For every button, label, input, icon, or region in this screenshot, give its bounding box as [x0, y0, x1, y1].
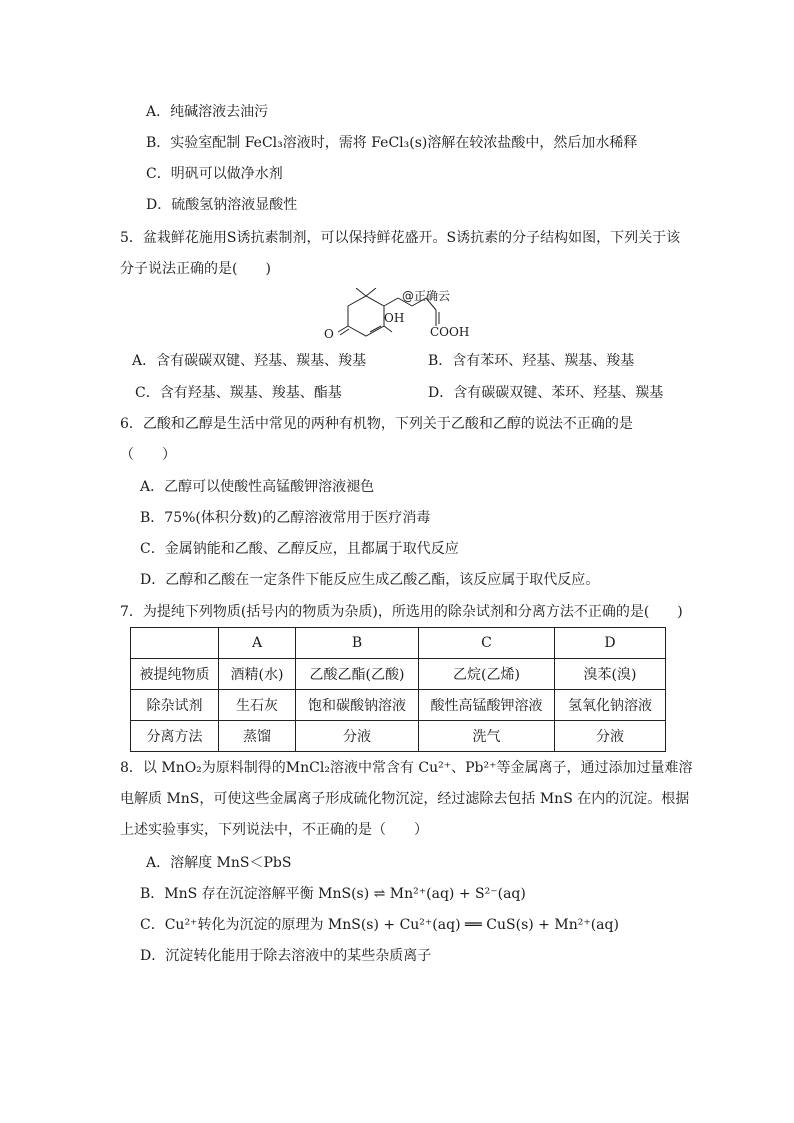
table-cell: 乙烷(乙烯)	[419, 659, 555, 690]
table-header-cell: C	[419, 628, 555, 659]
q6-option-c: C．金属钠能和乙酸、乙醇反应，且都属于取代反应	[140, 541, 459, 557]
q8-option-a: A．溶解度 MnS＜PbS	[146, 855, 292, 871]
table-cell: 被提纯物质	[131, 659, 219, 690]
q8-option-b: B．MnS 存在沉淀溶解平衡 MnS(s) ⇌ Mn²⁺(aq) + S²⁻(aq)	[140, 886, 526, 902]
table-cell: 分离方法	[131, 721, 219, 752]
table-cell: 蒸馏	[219, 721, 296, 752]
table-header-cell: D	[555, 628, 666, 659]
q8-stem-line1: 8．以 MnO₂为原料制得的MnCl₂溶液中常含有 Cu²⁺、Pb²⁺等金属离子，通过添加过量难溶	[120, 760, 693, 776]
table-cell: 分液	[555, 721, 666, 752]
q5-option-c: C．含有羟基、羰基、羧基、酯基	[135, 385, 342, 401]
table-cell: 分液	[296, 721, 419, 752]
table-cell: 酸性高锰酸钾溶液	[419, 690, 555, 721]
table-cell: 洗气	[419, 721, 555, 752]
table-header-row	[131, 628, 666, 659]
table-cell: 乙酸乙酯(乙酸)	[296, 659, 419, 690]
q5-option-b: B．含有苯环、羟基、羰基、羧基	[428, 353, 635, 369]
table-cell: 除杂试剂	[131, 690, 219, 721]
q7-stem: 7．为提纯下列物质(括号内的物质为杂质)，所选用的除杂试剂和分离方法不正确的是( )	[120, 604, 683, 620]
q6-option-d: D．乙醇和乙酸在一定条件下能反应生成乙酸乙酯，该反应属于取代反应。	[140, 572, 600, 588]
q6-stem-line2: （ ）	[120, 447, 176, 463]
table-row	[131, 690, 666, 721]
q8-stem-line2: 电解质 MnS，可使这些金属离子形成硫化物沉淀，经过滤除去包括 MnS 在内的沉淀。根据	[120, 791, 690, 807]
table-header-cell: B	[296, 628, 419, 659]
table-cell: 溴苯(溴)	[555, 659, 666, 690]
q5-stem-line2: 分子说法正确的是( )	[120, 261, 271, 277]
table-cell: 氢氧化钠溶液	[555, 690, 666, 721]
table-row	[131, 659, 666, 690]
q4-option-a: A．纯碱溶液去油污	[146, 104, 269, 120]
table-cell: 饱和碳酸钠溶液	[296, 690, 419, 721]
q4-option-b: B．实验室配制 FeCl₃溶液时，需将 FeCl₃(s)溶解在较浓盐酸中，然后加水稀释	[146, 135, 638, 151]
table-header-cell: A	[219, 628, 296, 659]
q5-option-a: A．含有碳碳双键、羟基、羰基、羧基	[132, 353, 367, 369]
q6-option-a: A．乙醇可以使酸性高锰酸钾溶液褪色	[140, 479, 375, 495]
cooh-label: COOH	[430, 325, 470, 339]
q5-option-d: D．含有碳碳双键、苯环、羟基、羰基	[428, 385, 664, 401]
watermark-text: @正确云	[402, 289, 451, 303]
ketone-o-label: O	[324, 327, 334, 341]
q4-option-d: D．硫酸氢钠溶液显酸性	[146, 197, 298, 213]
table-cell: 酒精(水)	[219, 659, 296, 690]
table-cell: 生石灰	[219, 690, 296, 721]
oh-label: OH	[384, 311, 405, 325]
molecule-structure	[318, 288, 478, 344]
table-header-cell	[131, 628, 219, 659]
q6-option-b: B．75%(体积分数)的乙醇溶液常用于医疗消毒	[140, 510, 431, 526]
q6-stem-line1: 6．乙酸和乙醇是生活中常见的两种有机物，下列关于乙酸和乙醇的说法不正确的是	[120, 416, 633, 432]
q4-option-c: C．明矾可以做净水剂	[146, 166, 283, 182]
table-row	[131, 721, 666, 752]
q8-option-c: C．Cu²⁺转化为沉淀的原理为 MnS(s) + Cu²⁺(aq) ══ CuS(s) + Mn²⁺(aq)	[140, 917, 619, 933]
q5-stem-line1: 5．盆栽鲜花施用S诱抗素制剂，可以保持鲜花盛开。S诱抗素的分子结构如图，下列关于该	[120, 230, 681, 246]
q8-stem-line3: 上述实验事实，下列说法中，不正确的是（ ）	[120, 822, 428, 838]
q7-table	[130, 627, 666, 752]
q8-option-d: D．沉淀转化能用于除去溶液中的某些杂质离子	[140, 948, 432, 964]
